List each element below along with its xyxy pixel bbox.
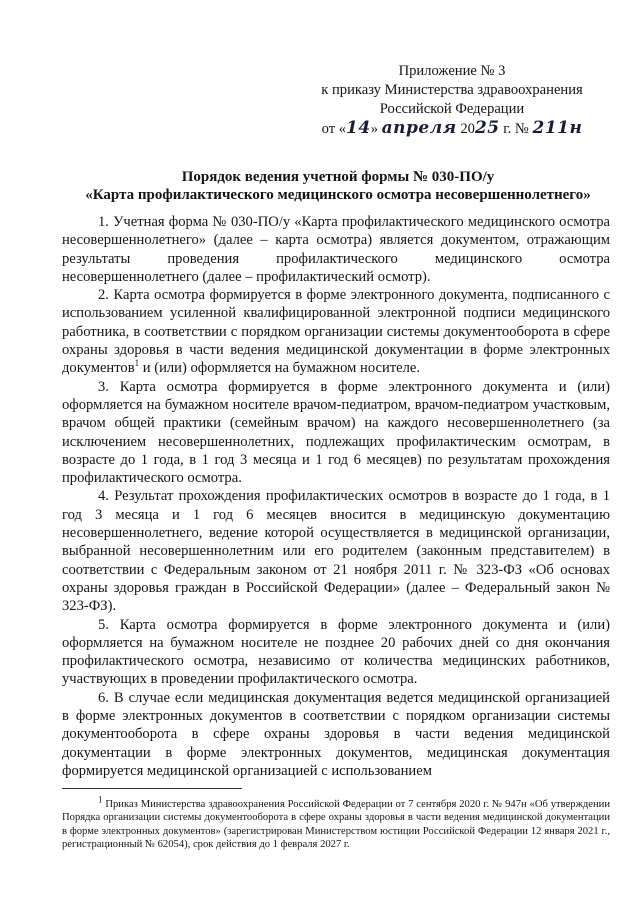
paragraph-4: 4. Результат прохождения профилактических осмотров в возрасте до 1 года, в 1 год 3 месяца и 1 год 6 месяцев вносится в медицинскую документацию несовершеннолетнего, ведение которой осуществляется в медицинской организации, выбранной несовершеннолетним или его родителем (законным представителем) в соответствии с Федеральным законом от 21 ноября 2011 г. № 323-ФЗ «Об основах охраны здоровья граждан в Российской Федерации» (далее – Федеральный закон № 323-ФЗ).	[62, 488, 610, 615]
footnote-mark: 1	[98, 794, 103, 805]
document-body	[62, 213, 610, 780]
title-line-1: Порядок ведения учетной формы № 030-ПО/у	[181, 169, 495, 185]
order-date-number	[292, 119, 612, 139]
paragraph-2-text: 2. Карта осмотра формируется в форме электронного документа, подписанного с использованием усиленной квалифицированной электронной подписи медицинского работника, в соответствии с порядком организации системы документооборота в сфере охраны здоровья в части ведения медицинской документации в форме электронных документов	[62, 287, 610, 377]
order-year-prefix: 20	[460, 121, 475, 137]
order-number: 211н	[532, 118, 583, 138]
paragraph-3: 3. Карта осмотра формируется в форме электронного документа и (или) оформляется на бумажном носителе врачом-педиатром, врачом-педиатром участковым, врачом общей практики (семейным врачом) на каждого несовершеннолетнего (за исключением несовершеннолетних, подлежащих профилактическим осмотрам, в возрасте до 1 года, в 1 год 3 месяца и 1 год 6 месяцев) по результатам прохождения профилактического осмотра.	[62, 378, 610, 487]
order-number-prefix: г. №	[503, 121, 529, 137]
order-month: апреля	[381, 118, 457, 138]
paragraph-2	[62, 286, 610, 377]
document-title	[68, 168, 608, 204]
paragraph-6: 6. В случае если медицинская документация ведется медицинской организацией в форме электронных документов в соответствии с порядком организации системы документооборота в сфере охраны здоровья в части ведения медицинской документации в форме электронных документов, медицинская документация формируется медицинской организацией с использованием	[62, 689, 610, 779]
order-mid: »	[370, 121, 378, 137]
paragraph-5: 5. Карта осмотра формируется в форме электронного документа и (или) оформляется на бумажном носителе не позднее 20 рабочих дней со дня окончания профилактического осмотра, независимо от количества медицинских работников, участвующих в проведении профилактического осмотра.	[62, 616, 610, 688]
footnote-text: Приказ Министерства здравоохранения Российской Федерации от 7 сентября 2020 г. № 947н «Об утверждении Порядка организации системы документооборота в сфере охраны здоровья в части ведения медицинской документации в форме электронных документов» (зарегистрирован Министерством юстиции Российской Федерации 12 января 2021 г., регистрационный № 62054), срок действия до 1 февраля 2027 г.	[62, 799, 610, 851]
footnote-separator	[62, 788, 242, 789]
appendix-header	[292, 62, 612, 139]
footnote	[62, 794, 610, 852]
appendix-order-ref: к приказу Министерства здравоохранения	[321, 82, 583, 98]
paragraph-2-tail: и (или) оформляется на бумажном носителе.	[139, 360, 421, 377]
appendix-ministry: Российской Федерации	[379, 101, 525, 117]
order-prefix: от «	[321, 121, 347, 137]
order-day: 14	[346, 118, 371, 138]
paragraph-1: 1. Учетная форма № 030-ПО/у «Карта профилактического медицинского осмотра несовершеннолетнего» (далее – карта осмотра) является документом, отражающим результаты проведения профилактического медицинского осмотра несовершеннолетнего (далее – профилактический осмотр).	[62, 214, 610, 285]
title-line-2: «Карта профилактического медицинского осмотра несовершеннолетнего»	[85, 187, 591, 203]
order-year-suffix: 25	[474, 118, 500, 138]
appendix-number: Приложение № 3	[398, 63, 506, 79]
footnote-reference: 1	[134, 358, 140, 369]
